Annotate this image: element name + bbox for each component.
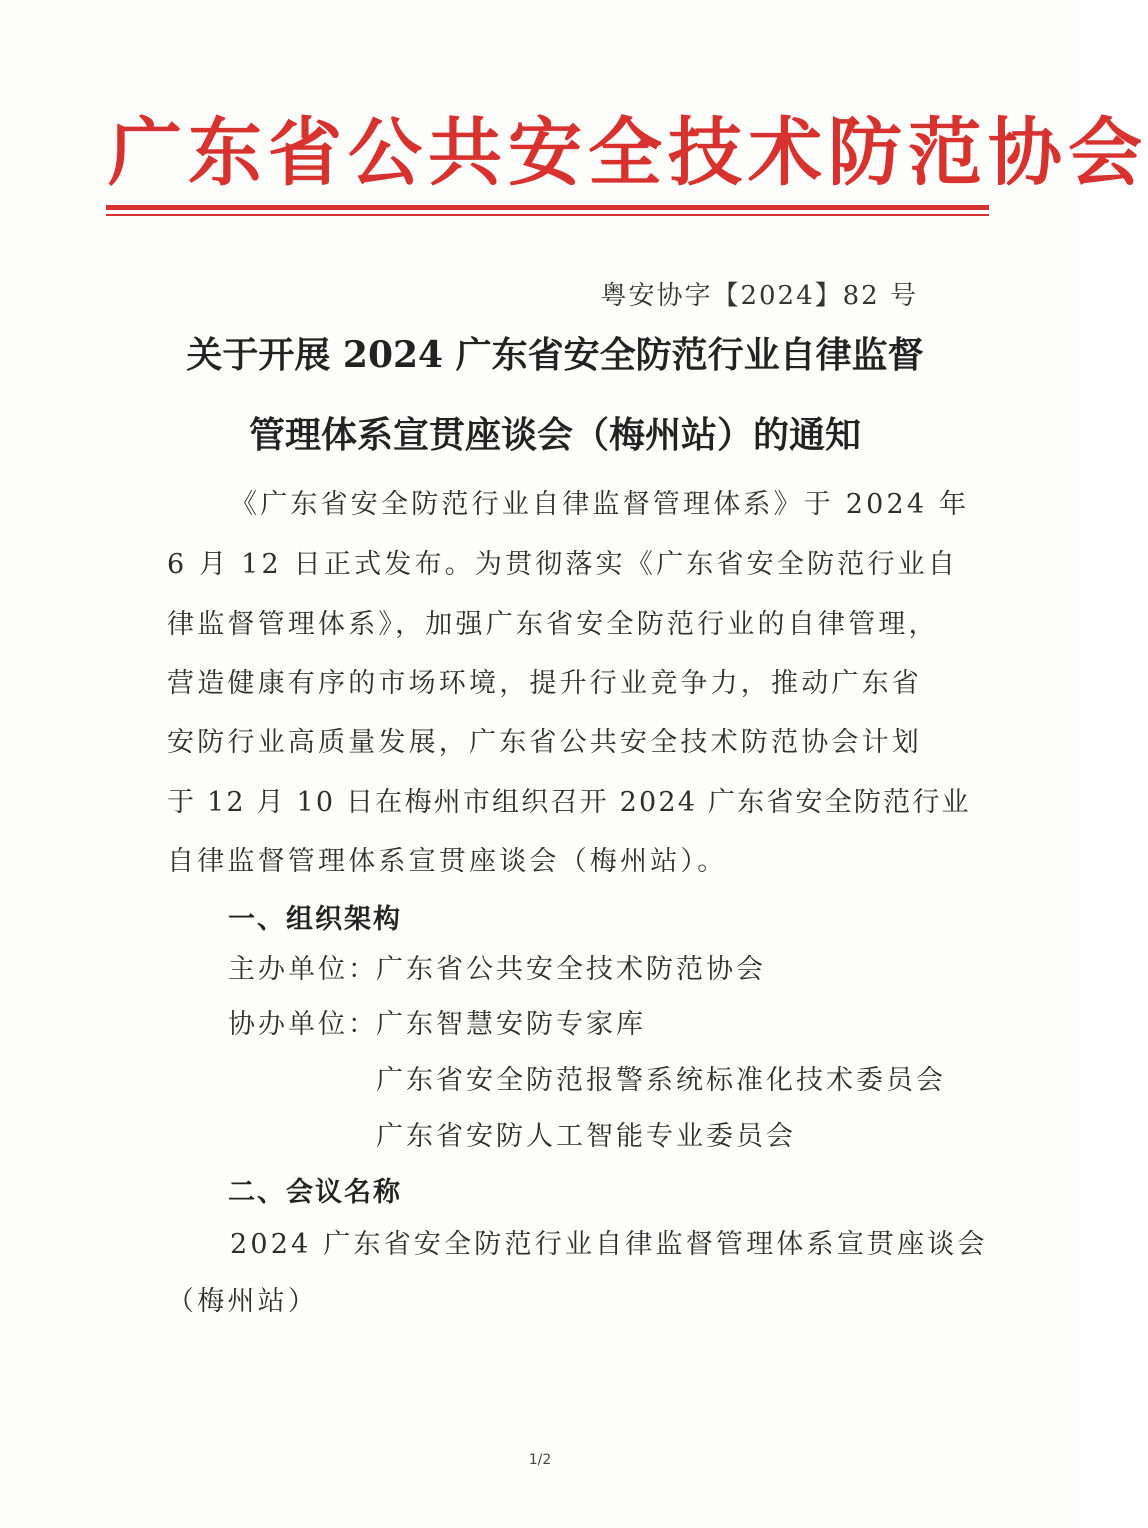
section-2-heading: 二、会议名称 bbox=[228, 1177, 402, 1208]
intro-line-6: 于 12 月 10 日在梅州市组织召开 2024 广东省安全防范行业 bbox=[167, 787, 971, 818]
co-organizer-3: 广东省安防人工智能专业委员会 bbox=[376, 1121, 796, 1152]
section-1-heading: 一、组织架构 bbox=[228, 904, 402, 935]
intro-line-2: 6 月 12 日正式发布。为贯彻落实《广东省安全防范行业自 bbox=[167, 549, 959, 580]
co-organizer-1: 广东智慧安防专家库 bbox=[376, 1009, 646, 1040]
document-number: 粤安协字【2024】82 号 bbox=[600, 281, 918, 311]
intro-line-4: 营造健康有序的市场环境，提升行业竞争力，推动广东省 bbox=[167, 668, 922, 699]
co-organizer-2: 广东省安全防范报警系统标准化技术委员会 bbox=[376, 1065, 946, 1096]
co-organizer-label: 协办单位： bbox=[228, 1009, 378, 1040]
meeting-name-line-1: 2024 广东省安全防范行业自律监督管理体系宣贯座谈会 bbox=[230, 1229, 988, 1260]
host-label: 主办单位： bbox=[228, 954, 378, 985]
intro-line-5: 安防行业高质量发展，广东省公共安全技术防范协会计划 bbox=[167, 727, 922, 758]
title-line-2: 管理体系宣贯座谈会（梅州站）的通知 bbox=[248, 414, 861, 456]
intro-line-7: 自律监督管理体系宣贯座谈会（梅州站）。 bbox=[167, 846, 728, 877]
meeting-name-line-2: （梅州站） bbox=[167, 1286, 318, 1317]
letterhead-org-name: 广东省公共安全技术防范协会 bbox=[108, 110, 1148, 196]
letterhead-rule-thin bbox=[106, 214, 989, 216]
host-value: 广东省公共安全技术防范协会 bbox=[376, 954, 766, 985]
page-number: 1/2 bbox=[528, 1452, 552, 1468]
intro-line-3: 律监督管理体系》，加强广东省安全防范行业的自律管理， bbox=[167, 609, 939, 640]
title-line-1: 关于开展 2024 广东省安全防范行业自律监督 bbox=[186, 334, 924, 376]
intro-line-1: 《广东省安全防范行业自律监督管理体系》于 2024 年 bbox=[230, 489, 970, 520]
letterhead-rule-thick bbox=[106, 205, 989, 210]
